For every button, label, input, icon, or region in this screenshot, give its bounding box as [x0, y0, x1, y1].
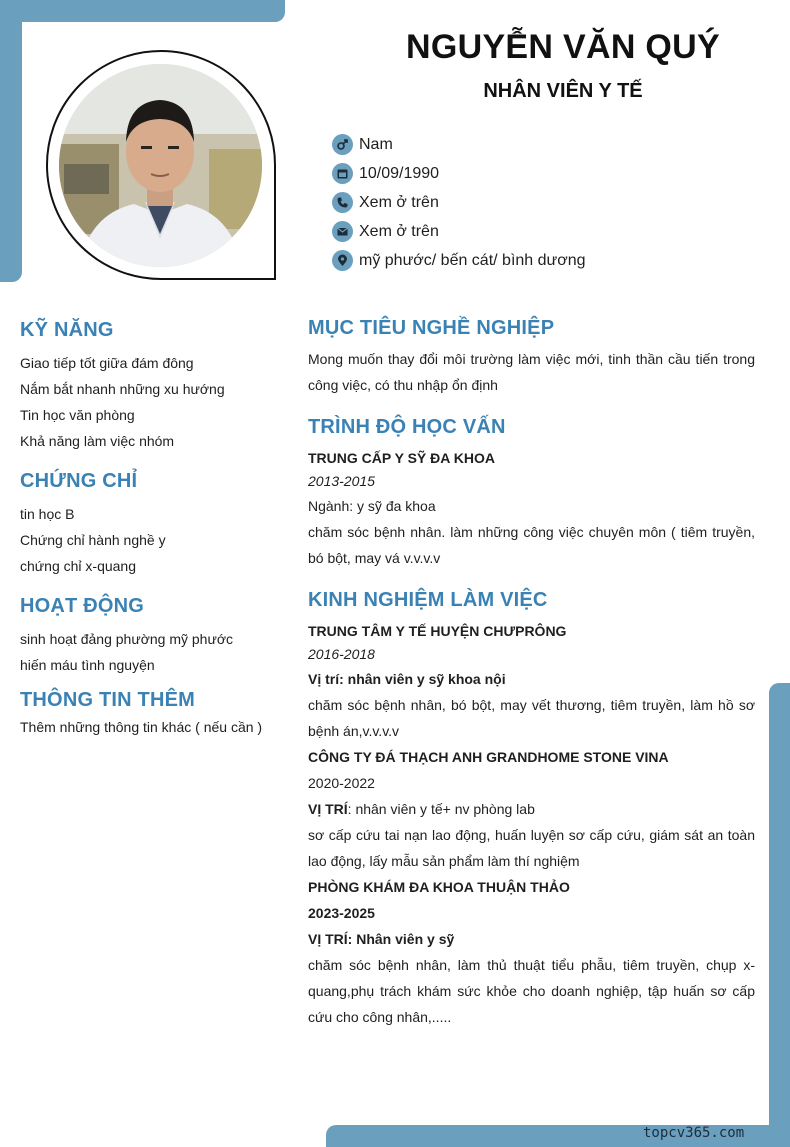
objective-heading: MỤC TIÊU NGHỀ NGHIỆP: [308, 317, 555, 339]
skills-list: [20, 350, 225, 454]
footer-brand: topcv365.com: [643, 1125, 745, 1141]
education-heading: TRÌNH ĐỘ HỌC VẤN: [308, 416, 506, 438]
job-description: sơ cấp cứu tai nạn lao động, huấn luyện sơ cấp cứu, giám sát an toàn lao động, lấy mẫu sản phẩm làm thí nghiệm: [308, 827, 755, 869]
contact-phone-value: Xem ở trên: [359, 193, 439, 211]
activity-item: hiến máu tình nguyện: [20, 657, 155, 673]
contact-list: [332, 130, 586, 275]
candidate-position: NHÂN VIÊN Y TẾ: [483, 80, 643, 102]
activities-heading: HOẠT ĐỘNG: [20, 595, 145, 617]
activities-list: [20, 626, 233, 678]
job-company: PHÒNG KHÁM ĐA KHOA THUẬN THẢO: [308, 879, 570, 895]
skills-heading: KỸ NĂNG: [20, 319, 114, 341]
job-description: chăm sóc bệnh nhân, làm thủ thuật tiểu phẫu, tiêm truyền, chụp x-quang,phụ trách khám sức khỏe cho doanh nghiệp, tập huấn sơ cấp cứu cho công nhân,.....: [308, 957, 755, 1025]
more-info-list: [20, 714, 262, 740]
experience-heading: KINH NGHIỆM LÀM VIỆC: [308, 589, 548, 611]
decor-bar-left: [0, 0, 22, 282]
calendar-icon: [332, 163, 353, 184]
contact-birthdate-value: 10/09/1990: [359, 164, 440, 182]
contact-gender-value: Nam: [359, 135, 393, 153]
contact-email: [332, 217, 586, 246]
job-position-value: : nhân viên y tế+ nv phòng lab: [347, 801, 535, 817]
activity-item: sinh hoạt đảng phường mỹ phước: [20, 631, 234, 647]
certificates-list: [20, 501, 166, 579]
contact-address: [332, 246, 586, 275]
skill-item: Giao tiếp tốt giữa đám đông: [20, 355, 194, 371]
contact-gender: [332, 130, 586, 159]
skill-item: Nắm bắt nhanh những xu hướng: [20, 381, 225, 397]
certificate-item: chứng chỉ x-quang: [20, 558, 136, 574]
job-position-label: VỊ TRÍ: [308, 801, 348, 817]
job-description: chăm sóc bệnh nhân, bó bột, may vết thương, tiêm truyền, làm hồ sơ bệnh án,v.v.v.v: [308, 697, 755, 739]
contact-address-value: mỹ phước/ bến cát/ bình dương: [359, 251, 586, 269]
education-school: TRUNG CẤP Y SỸ ĐA KHOA: [308, 450, 495, 466]
education-major: Ngành: y sỹ đa khoa: [308, 498, 436, 514]
objective-text: Mong muốn thay đổi môi trường làm việc mới, tinh thần cầu tiến trong công việc, có thu nhập ổn định: [308, 351, 755, 393]
job-position: [308, 801, 535, 817]
skill-item: Tin học văn phòng: [20, 407, 135, 423]
certificate-item: Chứng chỉ hành nghề y: [20, 532, 166, 548]
gender-icon: [332, 134, 353, 155]
decor-bar-right: [769, 683, 790, 1147]
job-company: CÔNG TY ĐÁ THẠCH ANH GRANDHOME STONE VINA: [308, 749, 669, 765]
job-period: 2020-2022: [308, 775, 375, 791]
contact-email-value: Xem ở trên: [359, 222, 439, 240]
more-info-item: Thêm những thông tin khác ( nếu cần ): [20, 719, 263, 735]
job-period: 2016-2018: [308, 646, 375, 662]
candidate-name: NGUYỄN VĂN QUÝ: [405, 28, 721, 66]
email-icon: [332, 221, 353, 242]
skill-item: Khả năng làm việc nhóm: [20, 433, 175, 449]
phone-icon: [332, 192, 353, 213]
profile-photo: [59, 64, 262, 267]
job-company: TRUNG TÂM Y TẾ HUYỆN CHƯPRÔNG: [308, 623, 567, 639]
more-info-heading: THÔNG TIN THÊM: [20, 689, 196, 711]
job-position: VỊ TRÍ: Nhân viên y sỹ: [308, 931, 455, 947]
certificates-heading: CHỨNG CHỈ: [20, 470, 138, 492]
decor-bar-top: [0, 0, 285, 22]
education-period: 2013-2015: [308, 473, 375, 489]
contact-phone: [332, 188, 586, 217]
education-description: chăm sóc bệnh nhân. làm những công việc chuyên môn ( tiêm truyền, bó bột, may vá v.v.v.v: [308, 524, 755, 566]
certificate-item: tin học B: [20, 506, 75, 522]
location-icon: [332, 250, 353, 271]
job-position: Vị trí: nhân viên y sỹ khoa nội: [308, 671, 506, 687]
contact-birthdate: [332, 159, 586, 188]
job-period: 2023-2025: [308, 905, 375, 921]
